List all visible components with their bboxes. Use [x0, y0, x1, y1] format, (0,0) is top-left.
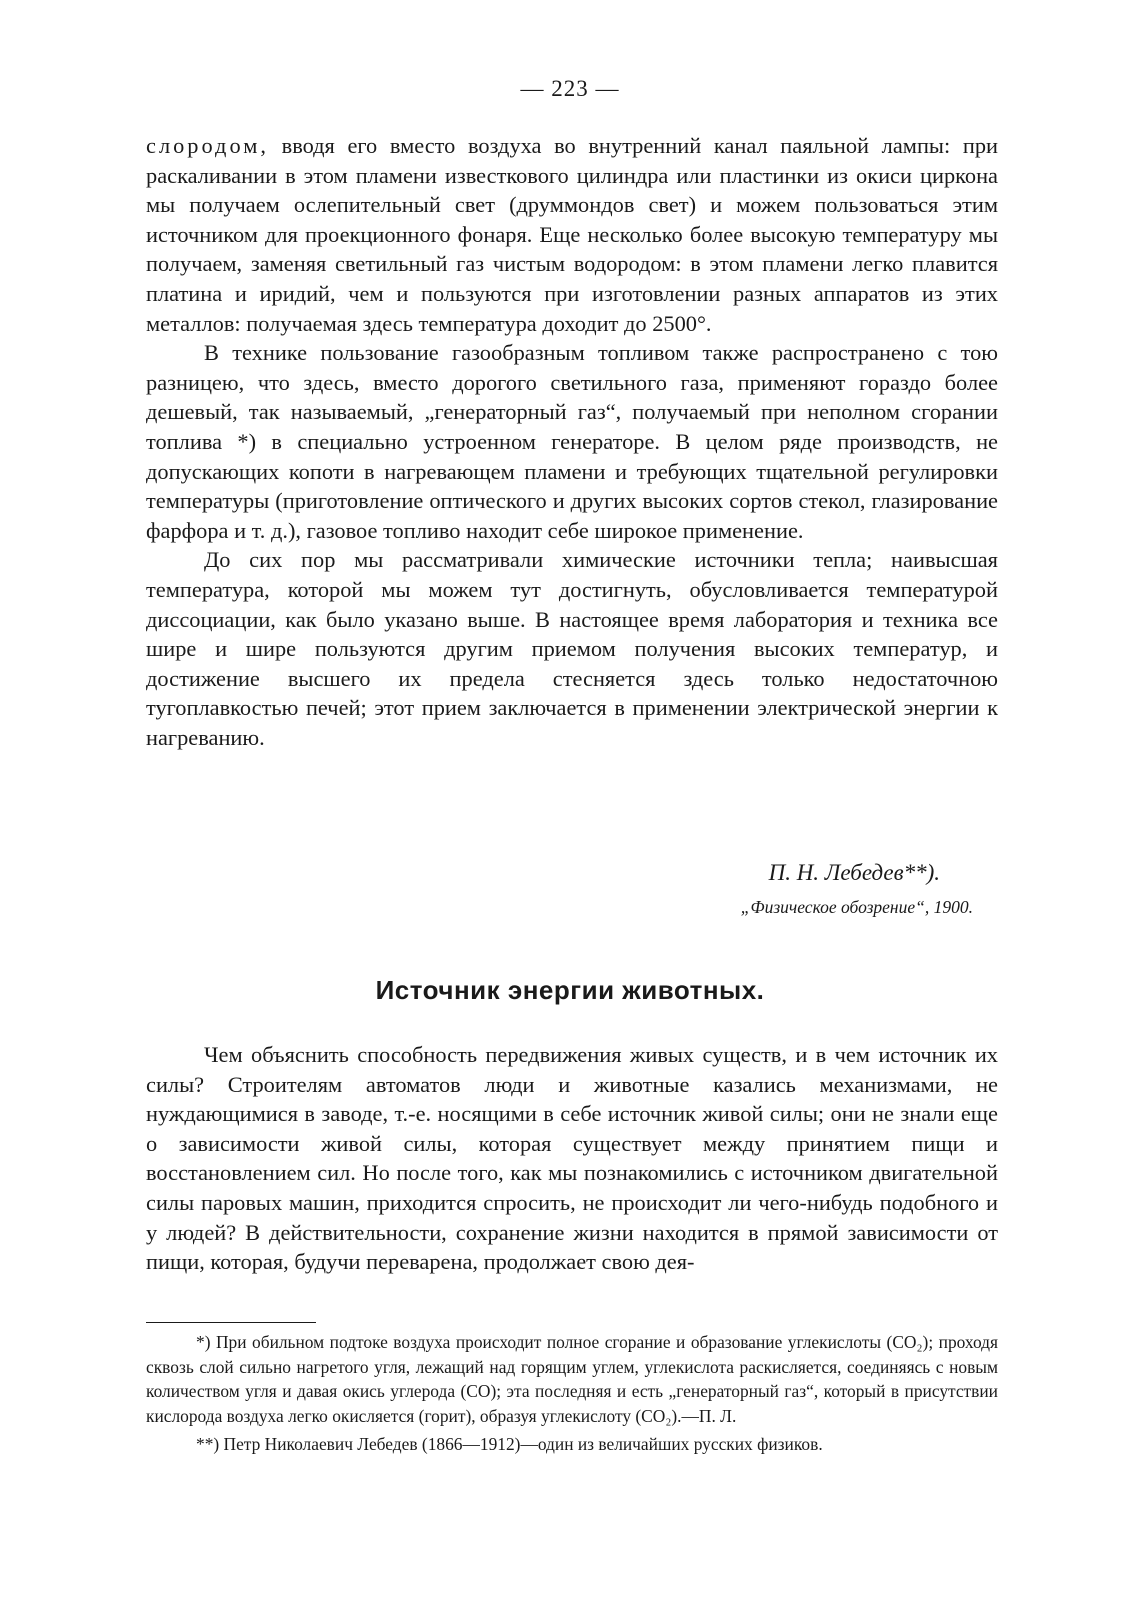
footnotes [146, 1330, 998, 1457]
section-1-body [146, 131, 998, 752]
paragraph: Чем объяснить способность передвижения живых существ, и в чем источник их силы? Строителям автоматов люди и животные казались механизмами, не нуждающимися в заводе, т.-е. носящими в себе источник живой силы; они не знали еще о зависимости живой силы, которая существует между принятием пищи и восстановлением сил. Но после того, как мы познакомились с источником двигательной силы паровых машин, приходится спросить, не происходит ли чего-нибудь подобного и у людей? В действительности, сохранение жизни находится в прямой зависимости от пищи, которая, будучи переварена, продолжает свою дея- [146, 1042, 998, 1275]
section-2-body [146, 1040, 998, 1277]
paragraph [146, 131, 998, 338]
spaced-lead-word: слородом, [146, 133, 269, 158]
source-citation: „Физическое обозрение“, 1900. [740, 897, 973, 917]
paragraph-text: вводя его вместо воздуха во внутренний канал паяльной лампы: при раскаливании в этом пламени известкового цилиндра или пластинки из окиси циркона мы получаем ослепительный свет (друммондов свет) и можем пользоваться этим источником для проекционного фонаря. Еще несколько более высокую температуру мы получаем, заменяя светильный газ чистым водородом: в этом пламени легко плавится платина и иридий, чем и пользуются при изготовлении разных аппаратов из этих металлов: получаемая здесь температура доходит до 2500°. [146, 133, 998, 336]
author-signature: П. Н. Лебедев**). [768, 860, 940, 885]
page-number: — 223 — [520, 76, 620, 101]
footnote: *) При обильном подтоке воздуха происходит полное сгорание и образование углекислоты (CO₂); проходя сквозь слой сильно нагретого угля, лежащий над горящим углем, углекислота раскисляется, соединяясь с новым количеством угля и давая окись углерода (CO); эта последняя и есть „генераторный газ“, который в присутствии кислорода воздуха легко окисляется (горит), образуя углекислоту (CO₂).—П. Л. [146, 1332, 998, 1426]
section-heading: Источник энергии животных. [375, 975, 765, 1005]
paragraph: До сих пор мы рассматривали химические источники тепла; наивысшая температура, которой мы можем тут достигнуть, обусловливается температурой диссоциации, как было указано выше. В настоящее время лаборатория и техника все шире и шире пользуются другим приемом получения высоких температур, и достижение высшего их предела стесняется здесь только недостаточною тугоплавкостью печей; этот прием заключается в применении электрической энергии к нагреванию. [146, 547, 998, 750]
footnote: **) Петр Николаевич Лебедев (1866—1912)—один из величайших русских физиков. [196, 1434, 823, 1455]
paragraph: В технике пользование газообразным топливом также распространено с тою разницею, что здесь, вместо дорогого светильного газа, применяют гораздо более дешевый, так называемый, „генераторный газ“, получаемый при неполном сгорании топлива *) в специально устроенном генераторе. В целом ряде производств, не допускающих копоти в нагревающем пламени и требующих тщательной регулировки температуры (приготовление оптического и других высоких сортов стекол, глазирование фарфора и т. д.), газовое топливо находит себе широкое применение. [146, 340, 998, 543]
footnote-divider [146, 1322, 316, 1323]
